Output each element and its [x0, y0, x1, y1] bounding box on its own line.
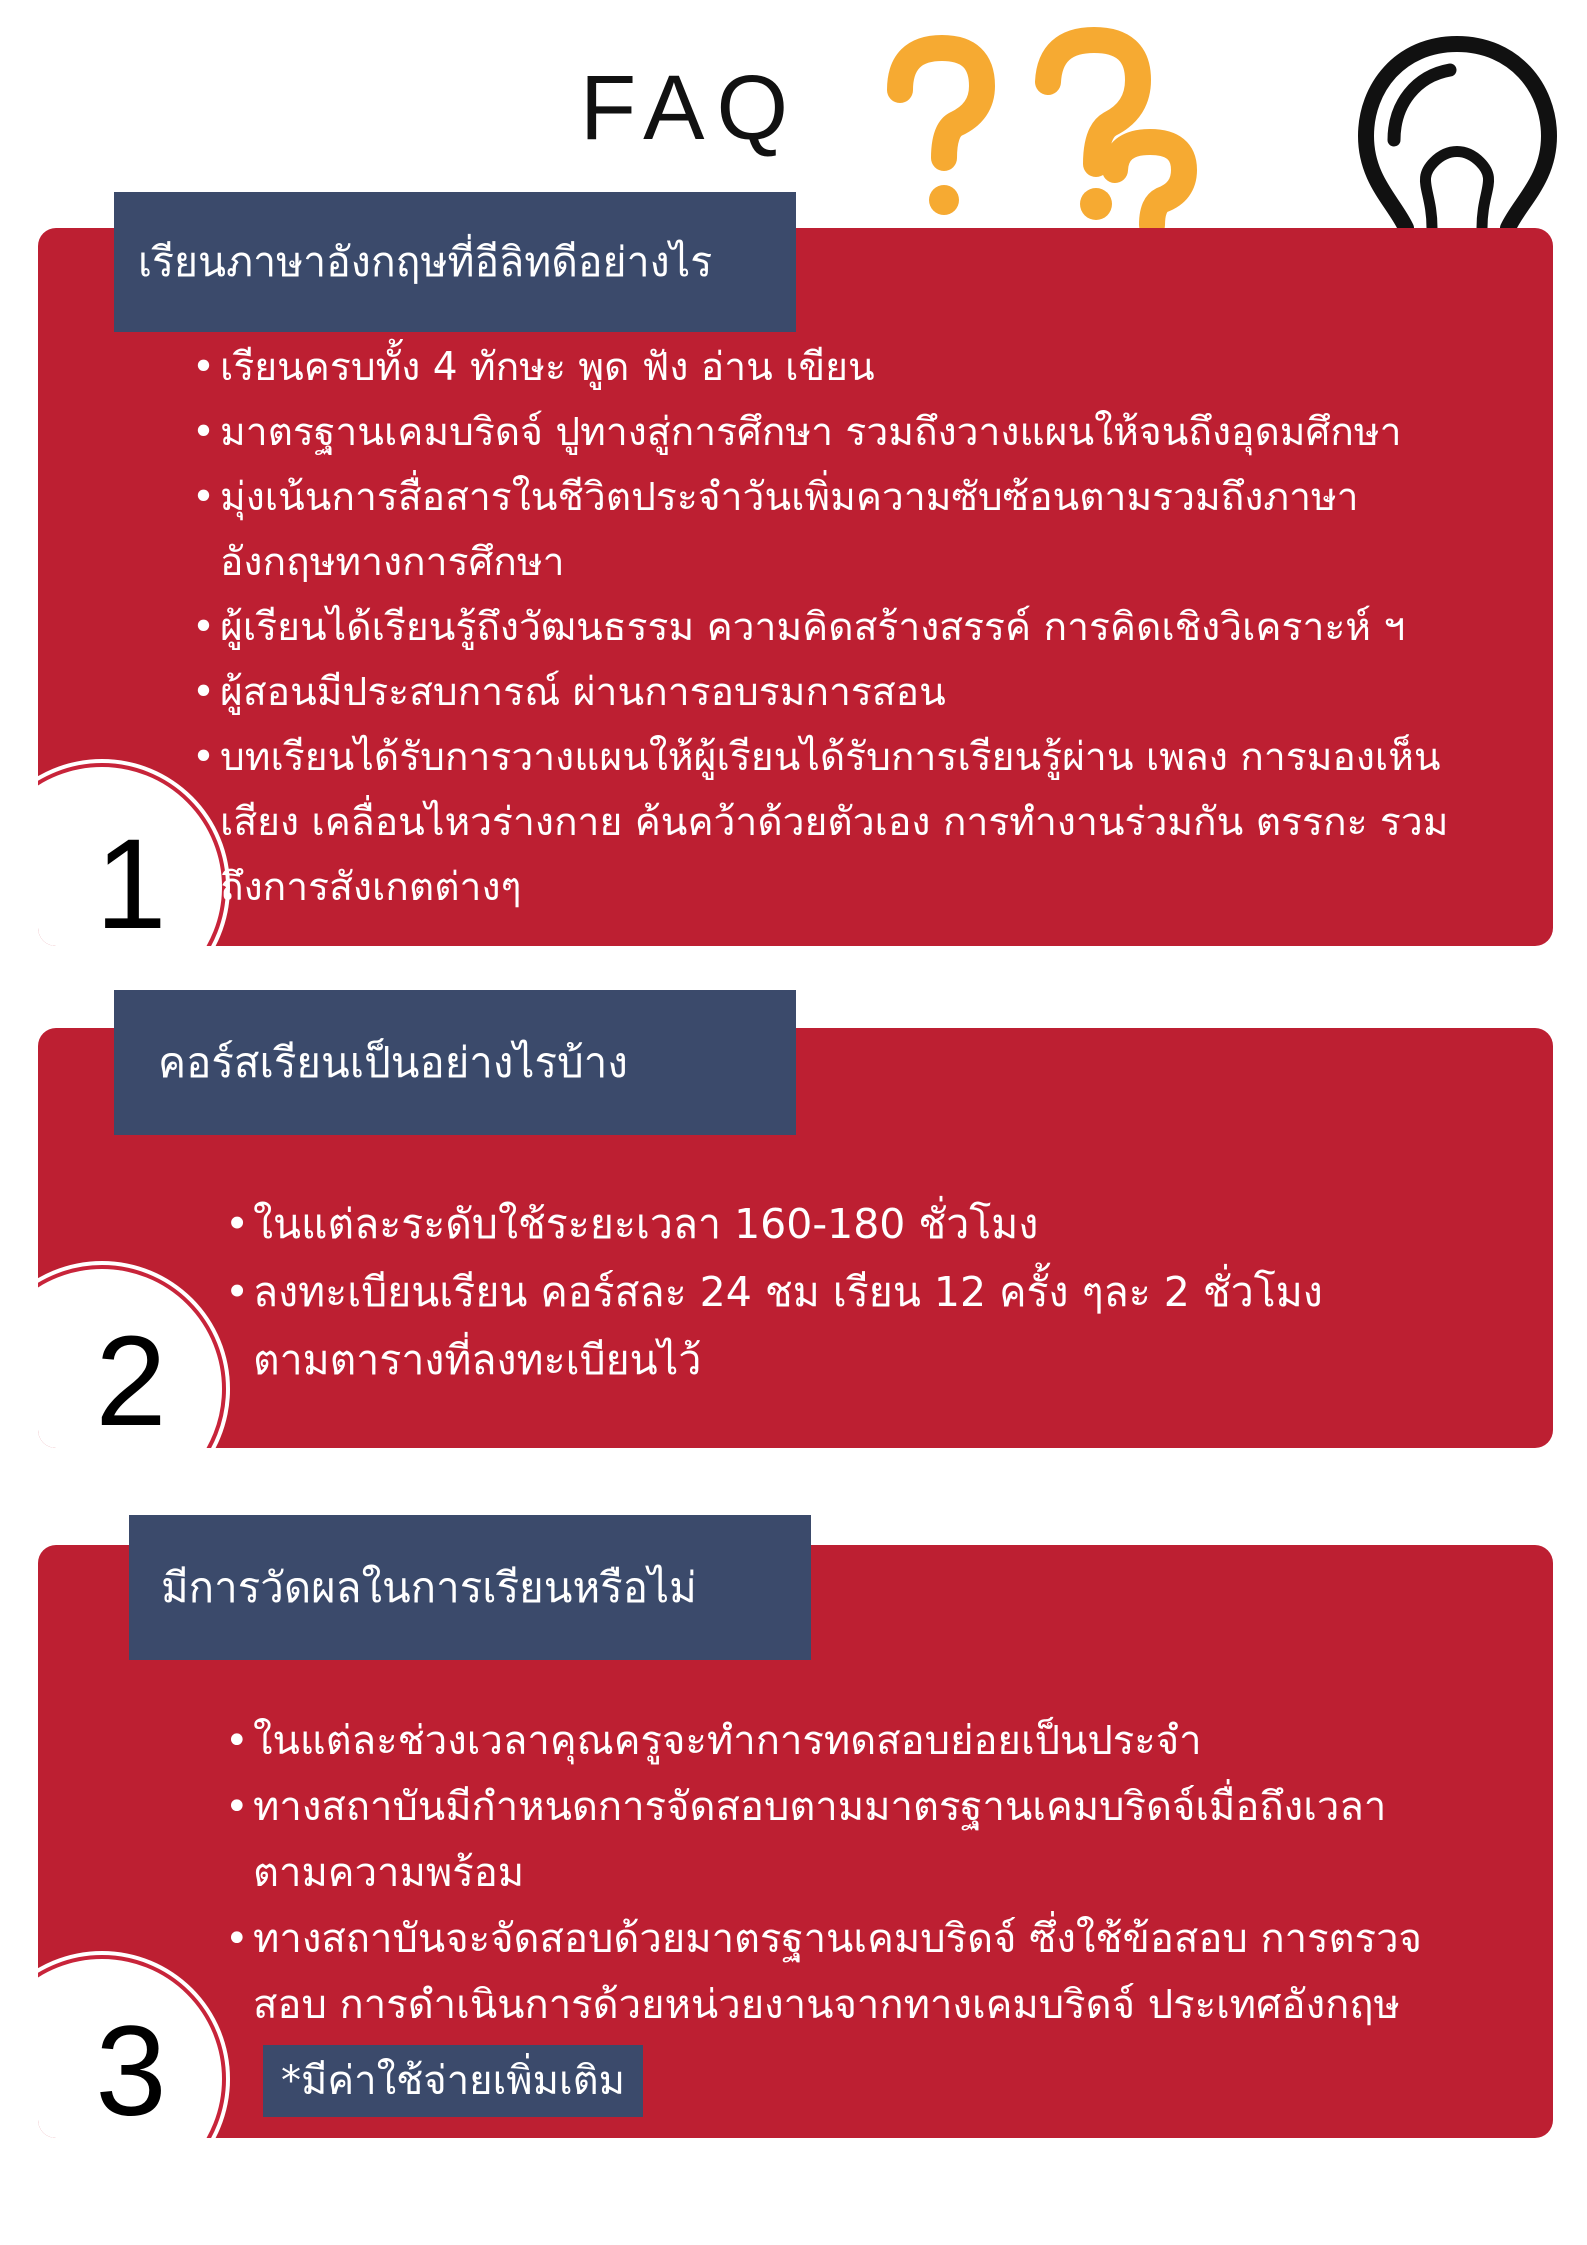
list-item: • ในแต่ละช่วงเวลาคุณครูจะทำการทดสอบย่อยเป็นประจำ: [225, 1708, 1525, 1774]
section-number: 3: [95, 2000, 167, 2138]
list-item: • ทางสถาบันมีกำหนดการจัดสอบตามมาตรฐานเคมบริดจ์เมื่อถึงเวลา ตามความพร้อม: [225, 1774, 1525, 1906]
answer-list-1: [192, 335, 1552, 920]
list-item: • ผู้เรียนได้เรียนรู้ถึงวัฒนธรรม ความคิดสร้างสรรค์ การคิดเชิงวิเคราะห์ ฯ: [192, 595, 1552, 660]
list-item: • บทเรียนได้รับการวางแผนให้ผู้เรียนได้รับการเรียนรู้ผ่าน เพลง การมองเห็น เสียง เคลื่อนไหวร่างกาย ค้นคว้าด้วยตัวเอง การทำงานร่วมกัน ตรรกะ รวม ถึงการสังเกตต่างๆ: [192, 725, 1552, 920]
extra-cost-note: *มีค่าใช้จ่ายเพิ่มเติม: [263, 2045, 643, 2117]
list-item: • ลงทะเบียนเรียน คอร์สละ 24 ชม เรียน 12 ครั้ง ๆละ 2 ชั่วโมง ตามตารางที่ลงทะเบียนไว้: [225, 1258, 1505, 1394]
answer-list-2: [225, 1190, 1505, 1394]
question-heading-3: มีการวัดผลในการเรียนหรือไม่: [129, 1515, 811, 1660]
question-heading-1: เรียนภาษาอังกฤษที่อีลิทดีอย่างไร: [114, 192, 796, 332]
list-item: • เรียนครบทั้ง 4 ทักษะ พูด ฟัง อ่าน เขียน: [192, 335, 1552, 400]
section-number: 2: [95, 1310, 167, 1448]
list-item: • ทางสถาบันจะจัดสอบด้วยมาตรฐานเคมบริดจ์ ซึ่งใช้ข้อสอบ การตรวจ สอบ การดำเนินการด้วยหน่วยงานจากทางเคมบริดจ์ ประเทศอังกฤษ: [225, 1906, 1525, 2038]
page-title: FAQ: [580, 57, 801, 159]
list-item: • มุ่งเน้นการสื่อสารในชีวิตประจำวันเพิ่มความซับซ้อนตามรวมถึงภาษา อังกฤษทางการศึกษา: [192, 465, 1552, 595]
question-heading-2: คอร์สเรียนเป็นอย่างไรบ้าง: [114, 990, 796, 1135]
list-item: • ในแต่ละระดับใช้ระยะเวลา 160-180 ชั่วโมง: [225, 1190, 1505, 1258]
answer-list-3: [225, 1708, 1525, 2038]
section-number: 1: [95, 813, 167, 946]
list-item: • ผู้สอนมีประสบการณ์ ผ่านการอบรมการสอน: [192, 660, 1552, 725]
list-item: • มาตรฐานเคมบริดจ์ ปูทางสู่การศึกษา รวมถึงวางแผนให้จนถึงอุดมศึกษา: [192, 400, 1552, 465]
